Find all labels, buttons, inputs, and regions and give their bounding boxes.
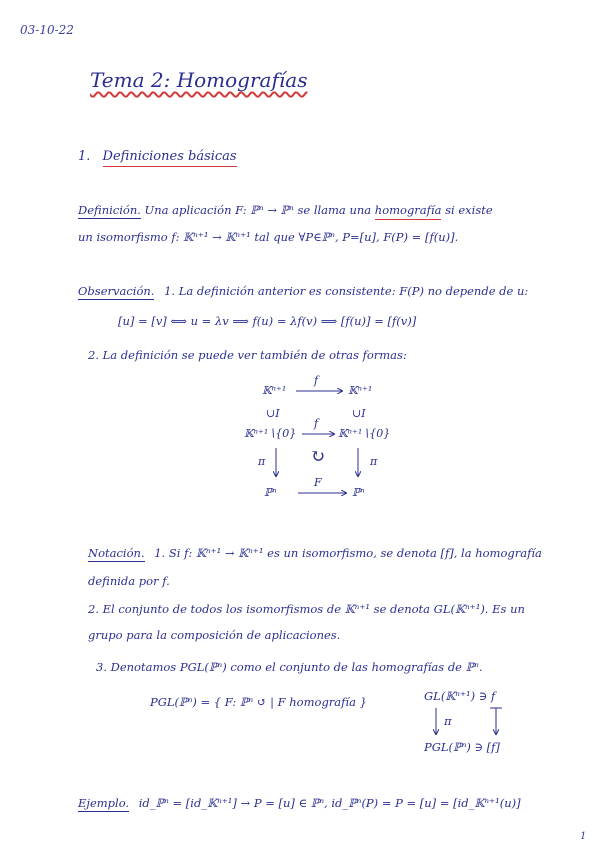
definition-line-2: un isomorfismo f: 𝕂ⁿ⁺¹ → 𝕂ⁿ⁺¹ tal que ∀P∈ℙⁿ, P=[u], F(P) = [f(u)]. [78,230,459,244]
diagram-left-map-label: π [258,455,266,468]
title-text: Tema 2: Homografías [90,68,308,92]
diagram-top-arrow-label: f [314,374,319,387]
observation-item-1-math: [u] = [v] ⟺ u = λv ⟹ f(u) = λf(v) ⟹ [f(u)] = [f(v)] [118,314,417,328]
diagram-subset-left: ∪I [266,407,280,420]
gl-group: GL(𝕂ⁿ⁺¹) ∋ f [424,689,496,703]
commutative-circle-icon: ↻ [310,446,326,467]
section-label: Definiciones básicas [103,149,237,167]
notation-item-1-cont: definida por f. [88,574,170,588]
notation-item-1-text: 1. Si f: 𝕂ⁿ⁺¹ → 𝕂ⁿ⁺¹ es un isomorfismo, se denota [f], la homografía [154,546,542,560]
date: 03-10-22 [20,23,74,37]
diagram-mid-arrow-label: f [314,417,319,430]
observation-item-1 [78,286,528,298]
notation-item-2: 2. El conjunto de todos los isomorfismos de 𝕂ⁿ⁺¹ se denota GL(𝕂ⁿ⁺¹). Es un [88,602,525,616]
definition-text-post: si existe [445,203,493,217]
pgl-definition: PGL(ℙⁿ) = { F: ℙⁿ ↺ | F homografía } [150,695,367,709]
definition-label: Definición. [78,203,141,217]
example-text: id_ℙⁿ = [id_𝕂ⁿ⁺¹] → P = [u] ∈ ℙⁿ, id_ℙⁿ(P) = P = [u] = [id_𝕂ⁿ⁺¹(u)] [138,796,521,810]
definition-line-1 [78,205,493,217]
diagram-bottom-right: ℙⁿ [352,486,365,499]
page-title [90,70,307,90]
diagram-bottom-left: ℙⁿ [264,486,277,499]
definition-keyword: homografía [375,203,442,220]
notation-item-3: 3. Denotamos PGL(ℙⁿ) como el conjunto de las homografías de ℙⁿ. [96,660,483,674]
definition-text-pre: Una aplicación F: ℙⁿ → ℙⁿ se llama una [144,203,372,217]
gl-projection-label: π [444,714,452,728]
notation-item-1 [88,548,542,560]
observation-label: Observación. [78,284,155,298]
diagram-right-map-label: π [370,455,378,468]
diagram-mid-left: 𝕂ⁿ⁺¹∖{0} [244,427,297,440]
pgl-group: PGL(ℙⁿ) ∋ [f] [424,740,500,754]
diagram-subset-right: ∪I [352,407,366,420]
section-number: 1. [78,149,91,164]
example-label: Ejemplo. [78,796,130,810]
example-line [78,798,521,810]
page-number: 1 [580,831,587,842]
section-heading [78,150,237,163]
observation-item-1-text: 1. La definición anterior es consistente: F(P) no depende de u: [164,284,529,298]
diagram-top-right: 𝕂ⁿ⁺¹ [348,384,373,397]
notation-label: Notación. [88,546,145,560]
diagram-top-left: 𝕂ⁿ⁺¹ [262,384,287,397]
diagram-mid-right: 𝕂ⁿ⁺¹∖{0} [338,427,391,440]
notation-item-2-cont: grupo para la composición de aplicaciones. [88,628,341,642]
observation-item-2: 2. La definición se puede ver también de otras formas: [88,348,407,362]
diagram-bottom-arrow-label: F [314,476,322,489]
